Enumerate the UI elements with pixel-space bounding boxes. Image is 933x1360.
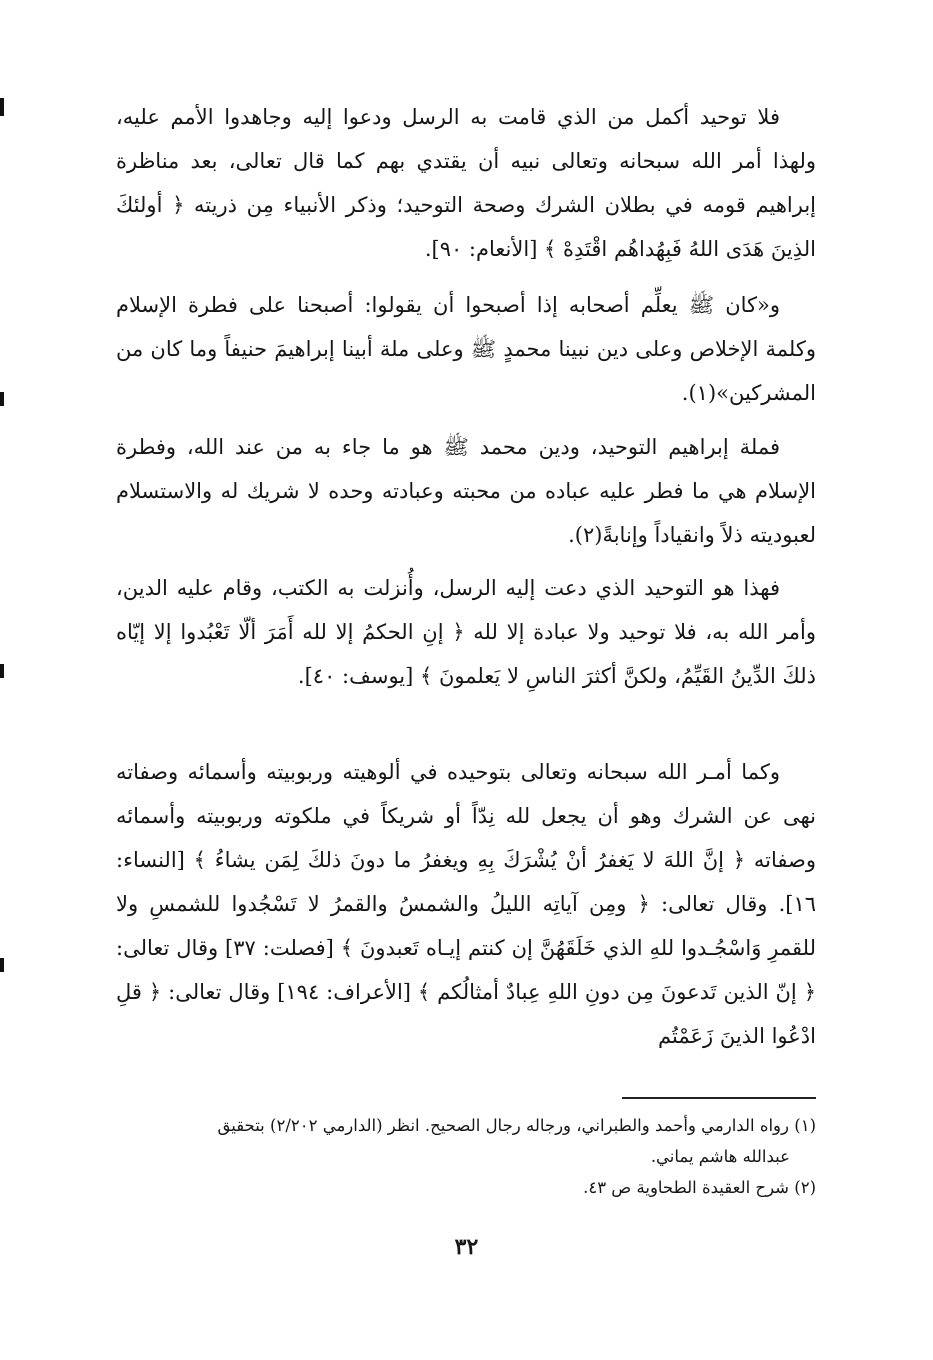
scan-edge-mark: [0, 664, 4, 678]
footnotes: [116, 1110, 816, 1203]
paragraph-text: فهذا هو التوحيد الذي دعت إليه الرسل، وأُنزلت به الكتب، وقام عليه الدين، وأمر الله به، فلا توحيد ولا عبادة إلا لله ﴿ إنِ الحكمُ إلا لله أَمَرَ ألّا تَعْبُدوا إلا إيّاه ذلكَ الدِّينُ القَيِّمُ، ولكنَّ أكثرَ الناسِ لا يَعلمونَ ﴾ [يوسف: ٤٠].: [116, 576, 816, 688]
page-number: ٣٢: [454, 1234, 479, 1260]
body-paragraph: [116, 750, 816, 1058]
body-paragraph: [116, 95, 816, 271]
footnote-2: (٢) شرح العقيدة الطحاوية ص ٤٣.: [583, 1178, 816, 1197]
body-paragraph: [116, 566, 816, 698]
paragraph-text: فملة إبراهيم التوحيد، ودين محمد ﷺ هو ما جاء به من عند الله، وفطرة الإسلام هي ما فطر عليه عباده من محبته وعبادته وحده لا شريك له والاستسلام لعبوديته ذلاً وانقياداً وإنابةً(٢).: [116, 435, 816, 547]
scan-edge-mark: [0, 392, 4, 406]
footnote-1: (١) رواه الدارمي وأحمد والطبراني، ورجاله رجال الصحيح. انظر (الدارمي ٢/٢٠٢) بتحقيق: [217, 1116, 816, 1135]
body-paragraph: [116, 283, 816, 415]
scan-edge-mark: [0, 98, 4, 116]
scan-edge-mark: [0, 958, 4, 972]
paragraph-text: وكما أمـر الله سبحانه وتعالى بتوحيده في ألوهيته وربوبيته وأسمائه وصفاته نهى عن الشرك وهو أن يجعل لله نِدّاً أو شريكاً في ملكوته وربوبيته وأسمائه وصفاته ﴿ إنَّ اللهَ لا يَغفرُ أنْ يُشْرَكَ بِهِ ويغفرُ ما دونَ ذلكَ لِمَن يشاءُ ﴾ [النساء: ١٦]. وقال تعالى: ﴿ ومِن آياتِه الليلُ والشمسُ والقمرُ لا تَسْجُدوا للشمسِ ولا للقمرِ وَاسْجُـدوا للهِ الذي خَلَقَهُنَّ إن كنتم إيـاه تَعبدونَ ﴾ [فصلت: ٣٧] وقال تعالى: ﴿ إنّ الذين تَدعونَ مِن دونِ اللهِ عِبادٌ أمثالُكم ﴾ [الأعراف: ١٩٤] وقال تعالى: ﴿ قلِ ادْعُوا الذينَ زَعَمْتُم: [116, 760, 816, 1048]
footnote-divider: [622, 1097, 816, 1099]
paragraph-text: فلا توحيد أكمل من الذي قامت به الرسل ودعوا إليه وجاهدوا الأمم عليه، ولهذا أمر الله سبحانه وتعالى نبيه أن يقتدي بهم كما قال تعالى، بعد مناظرة إبراهيم قومه في بطلان الشرك وصحة التوحيد؛ وذكر الأنبياء مِن ذريته ﴿ أولئكَ الذِينَ هَدَى اللهُ فَبِهُداهُم اقْتَدِهْ ﴾ [الأنعام: ٩٠].: [116, 105, 816, 261]
footnote-1-continuation: عبدالله هاشم يماني.: [650, 1147, 790, 1166]
body-paragraph: [116, 425, 816, 557]
paragraph-text: و«كان ﷺ يعلِّم أصحابه إذا أصبحوا أن يقولوا: أصبحنا على فطرة الإسلام وكلمة الإخلاص وعلى دين نبينا محمدٍ ﷺ وعلى ملة أبينا إبراهيمَ حنيفاً وما كان من المشركين»(١).: [116, 293, 816, 405]
